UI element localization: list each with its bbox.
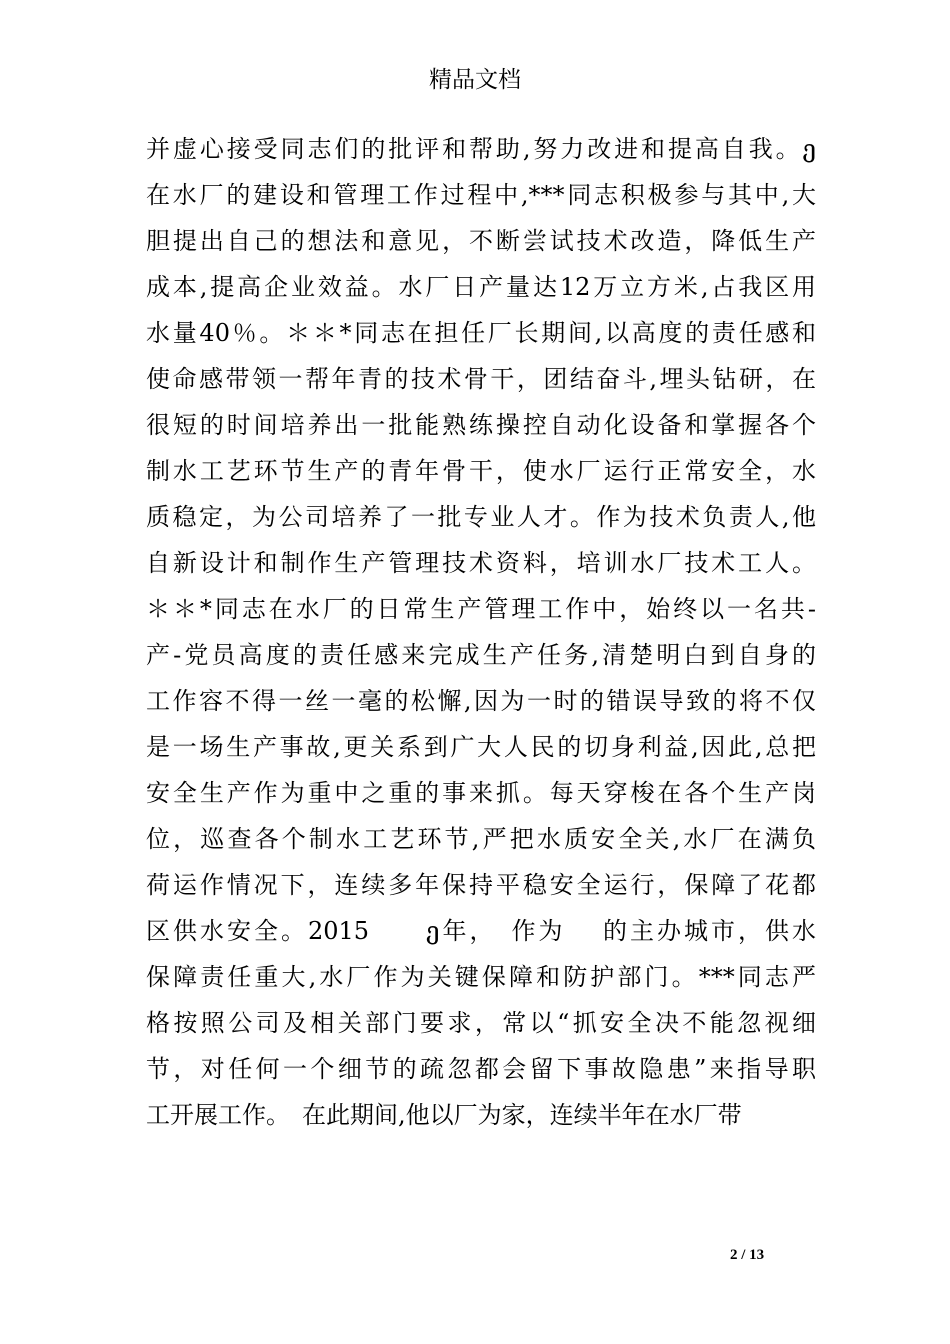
text-line: 安全生产作为重中之重的事来抓。每天穿梭在各个生产岗 (146, 779, 816, 807)
text-line: 荷运作情况下，连续多年保持平稳安全运行，保障了花都 (146, 871, 816, 899)
text-line: 质稳定，为公司培养了一批专业人才。作为技术负责人,他 (146, 503, 816, 531)
text-line: 节，对任何一个细节的疏忽都会留下事故隐患”来指导职 (146, 1055, 816, 1083)
page-number: 2 / 13 (730, 1247, 765, 1263)
text-line: 工作容不得一丝一毫的松懈,因为一时的错误导致的将不仅 (146, 687, 816, 715)
page-header-title: 精品文档 (429, 67, 521, 93)
text-line: 格按照公司及相关部门要求，常以“抓安全决不能忽视细 (146, 1009, 816, 1037)
document-body (146, 126, 816, 1138)
text-line: 保障责任重大,水厂作为关键保障和防护部门。***同志严 (146, 963, 816, 991)
text-line: 很短的时间培养出一批能熟练操控自动化设备和掌握各个 (146, 411, 816, 439)
text-line: 区供水安全。2015 ე年， 作为 的主办城市，供水 (146, 917, 816, 945)
text-line: 水量40％。＊＊*同志在担任厂长期间,以高度的责任感和 (146, 319, 816, 347)
text-line: 是一场生产事故,更关系到广大人民的切身利益,因此,总把 (146, 733, 816, 761)
text-line: 成本,提高企业效益。水厂日产量达12万立方米,占我区用 (146, 273, 816, 301)
text-line: 产-党员高度的责任感来完成生产任务,清楚明白到自身的 (146, 641, 816, 669)
text-line: ＊＊*同志在水厂的日常生产管理工作中，始终以一名共- (146, 595, 816, 623)
text-line: 在水厂的建设和管理工作过程中,***同志积极参与其中,大 (146, 181, 816, 209)
text-line: 工开展工作。 在此期间,他以厂为家，连续半年在水厂带 (146, 1101, 742, 1129)
text-line: 胆提出自己的想法和意见，不断尝试技术改造，降低生产 (146, 227, 816, 255)
text-line: 使命感带领一帮年青的技术骨干，团结奋斗,埋头钻研，在 (146, 365, 816, 393)
text-line: 制水工艺环节生产的青年骨干，使水厂运行正常安全，水 (146, 457, 816, 485)
text-line: 并虚心接受同志们的批评和帮助,努力改进和提高自我。ე (146, 135, 816, 163)
text-line: 自新设计和制作生产管理技术资料，培训水厂技术工人。 (146, 549, 816, 577)
text-line: 位，巡查各个制水工艺环节,严把水质安全关,水厂在满负 (146, 825, 816, 853)
